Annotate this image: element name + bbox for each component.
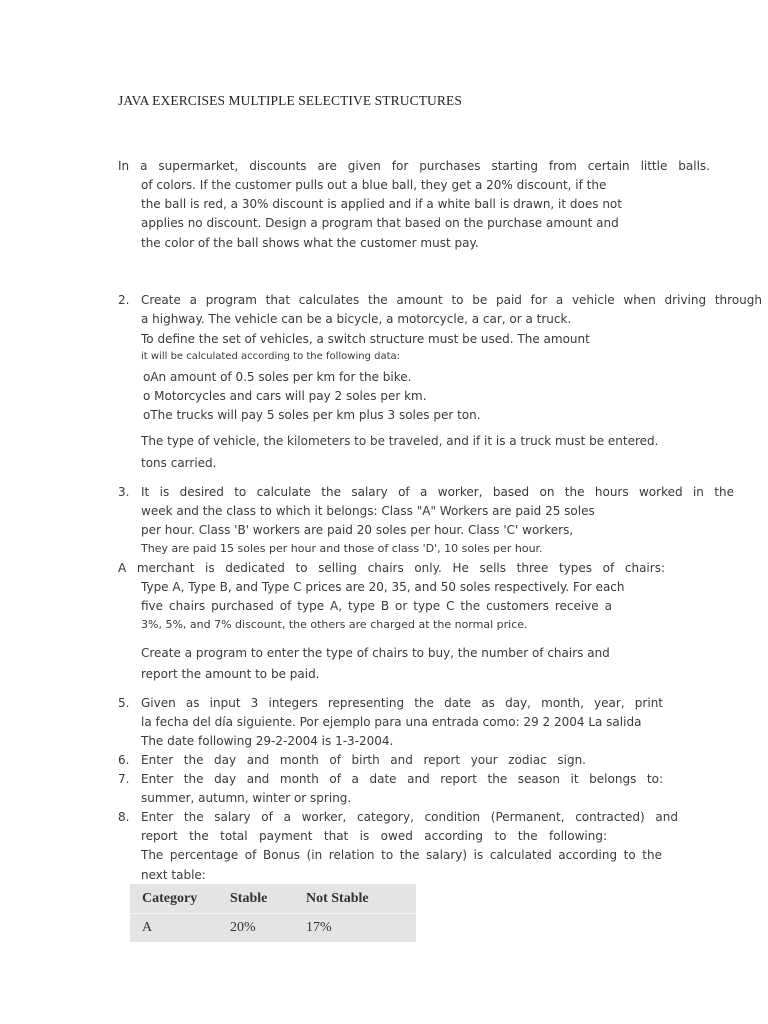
- table-header-row: [130, 884, 416, 914]
- bullet-item: oThe trucks will pay 5 soles per km plus 3 soles per ton.: [143, 408, 481, 422]
- exercise-8-line: next table:: [141, 868, 206, 882]
- exercise-4-line: Type A, Type B, and Type C prices are 20, 35, and 50 soles respectively. For each: [141, 580, 625, 594]
- exercise-1-line: In a supermarket, discounts are given for purchases starting from certain little balls.: [118, 159, 710, 173]
- exercise-5-line: The date following 29-2-2004 is 1-3-2004.: [141, 734, 394, 748]
- exercise-2-line: it will be calculated according to the following data:: [141, 351, 400, 362]
- exercise-4-line: five chairs purchased of type A, type B or type C the customers receive a: [141, 599, 612, 613]
- exercise-5-line: la fecha del día siguiente. Por ejemplo para una entrada como: 29 2 2004 La salida: [141, 715, 642, 729]
- column-header: Not Stable: [306, 890, 369, 906]
- exercise-number: 7.: [118, 772, 130, 786]
- exercise-2-line: To define the set of vehicles, a switch structure must be used. The amount: [141, 332, 590, 346]
- exercise-number: 2.: [118, 293, 130, 307]
- exercise-2-line: The type of vehicle, the kilometers to be traveled, and if it is a truck must be entered.: [141, 434, 659, 448]
- table-cell: 17%: [294, 914, 416, 943]
- table-cell: 20%: [218, 914, 294, 943]
- exercise-8-line: Enter the salary of a worker, category, condition (Permanent, contracted) and: [141, 810, 678, 824]
- exercise-2-line: Create a program that calculates the amount to be paid for a vehicle when driving through: [141, 293, 762, 307]
- exercise-number: 6.: [118, 753, 130, 767]
- exercise-number: 8.: [118, 810, 130, 824]
- exercise-1-line: the ball is red, a 30% discount is applied and if a white ball is drawn, it does not: [141, 197, 622, 211]
- exercise-3-line: They are paid 15 soles per hour and those of class 'D', 10 soles per hour.: [141, 542, 543, 555]
- bullet-item: o Motorcycles and cars will pay 2 soles per km.: [143, 389, 427, 403]
- exercise-8-line: report the total payment that is owed according to the following:: [141, 829, 607, 843]
- exercise-7-line: Enter the day and month of a date and report the season it belongs to:: [141, 772, 663, 786]
- bonus-table: [130, 884, 416, 942]
- exercise-1-line: applies no discount. Design a program that based on the purchase amount and: [141, 216, 619, 230]
- exercise-3-line: It is desired to calculate the salary of a worker, based on the hours worked in the: [141, 485, 734, 499]
- exercise-1-line: the color of the ball shows what the customer must pay.: [141, 236, 479, 250]
- column-header: Category: [142, 890, 198, 906]
- bullet-item: oAn amount of 0.5 soles per km for the bike.: [143, 370, 412, 384]
- exercise-8-line: The percentage of Bonus (in relation to the salary) is calculated according to the: [141, 848, 662, 862]
- exercise-5-line: Given as input 3 integers representing the date as day, month, year, print: [141, 696, 663, 710]
- exercise-2-line: tons carried.: [141, 456, 217, 470]
- exercise-6-line: Enter the day and month of birth and report your zodiac sign.: [141, 753, 586, 767]
- exercise-3-line: week and the class to which it belongs: Class "A" Workers are paid 25 soles: [141, 504, 595, 518]
- exercise-4-line: Create a program to enter the type of chairs to buy, the number of chairs and: [141, 646, 610, 660]
- exercise-1-line: of colors. If the customer pulls out a blue ball, they get a 20% discount, if the: [141, 178, 607, 192]
- exercise-number: 3.: [118, 485, 130, 499]
- exercise-number: 5.: [118, 696, 130, 710]
- exercise-3-line: per hour. Class 'B' workers are paid 20 soles per hour. Class 'C' workers,: [141, 523, 574, 537]
- exercise-4-line: A merchant is dedicated to selling chairs only. He sells three types of chairs:: [118, 561, 665, 575]
- exercise-4-line: report the amount to be paid.: [141, 667, 320, 681]
- page-title: JAVA EXERCISES MULTIPLE SELECTIVE STRUCTURES: [118, 93, 462, 108]
- table-cell: A: [130, 914, 218, 943]
- column-header: Stable: [230, 890, 268, 906]
- exercise-4-line: 3%, 5%, and 7% discount, the others are charged at the normal price.: [141, 618, 528, 631]
- table-row: [130, 914, 416, 943]
- exercise-2-line: a highway. The vehicle can be a bicycle, a motorcycle, a car, or a truck.: [141, 312, 572, 326]
- exercise-7-line: summer, autumn, winter or spring.: [141, 791, 352, 805]
